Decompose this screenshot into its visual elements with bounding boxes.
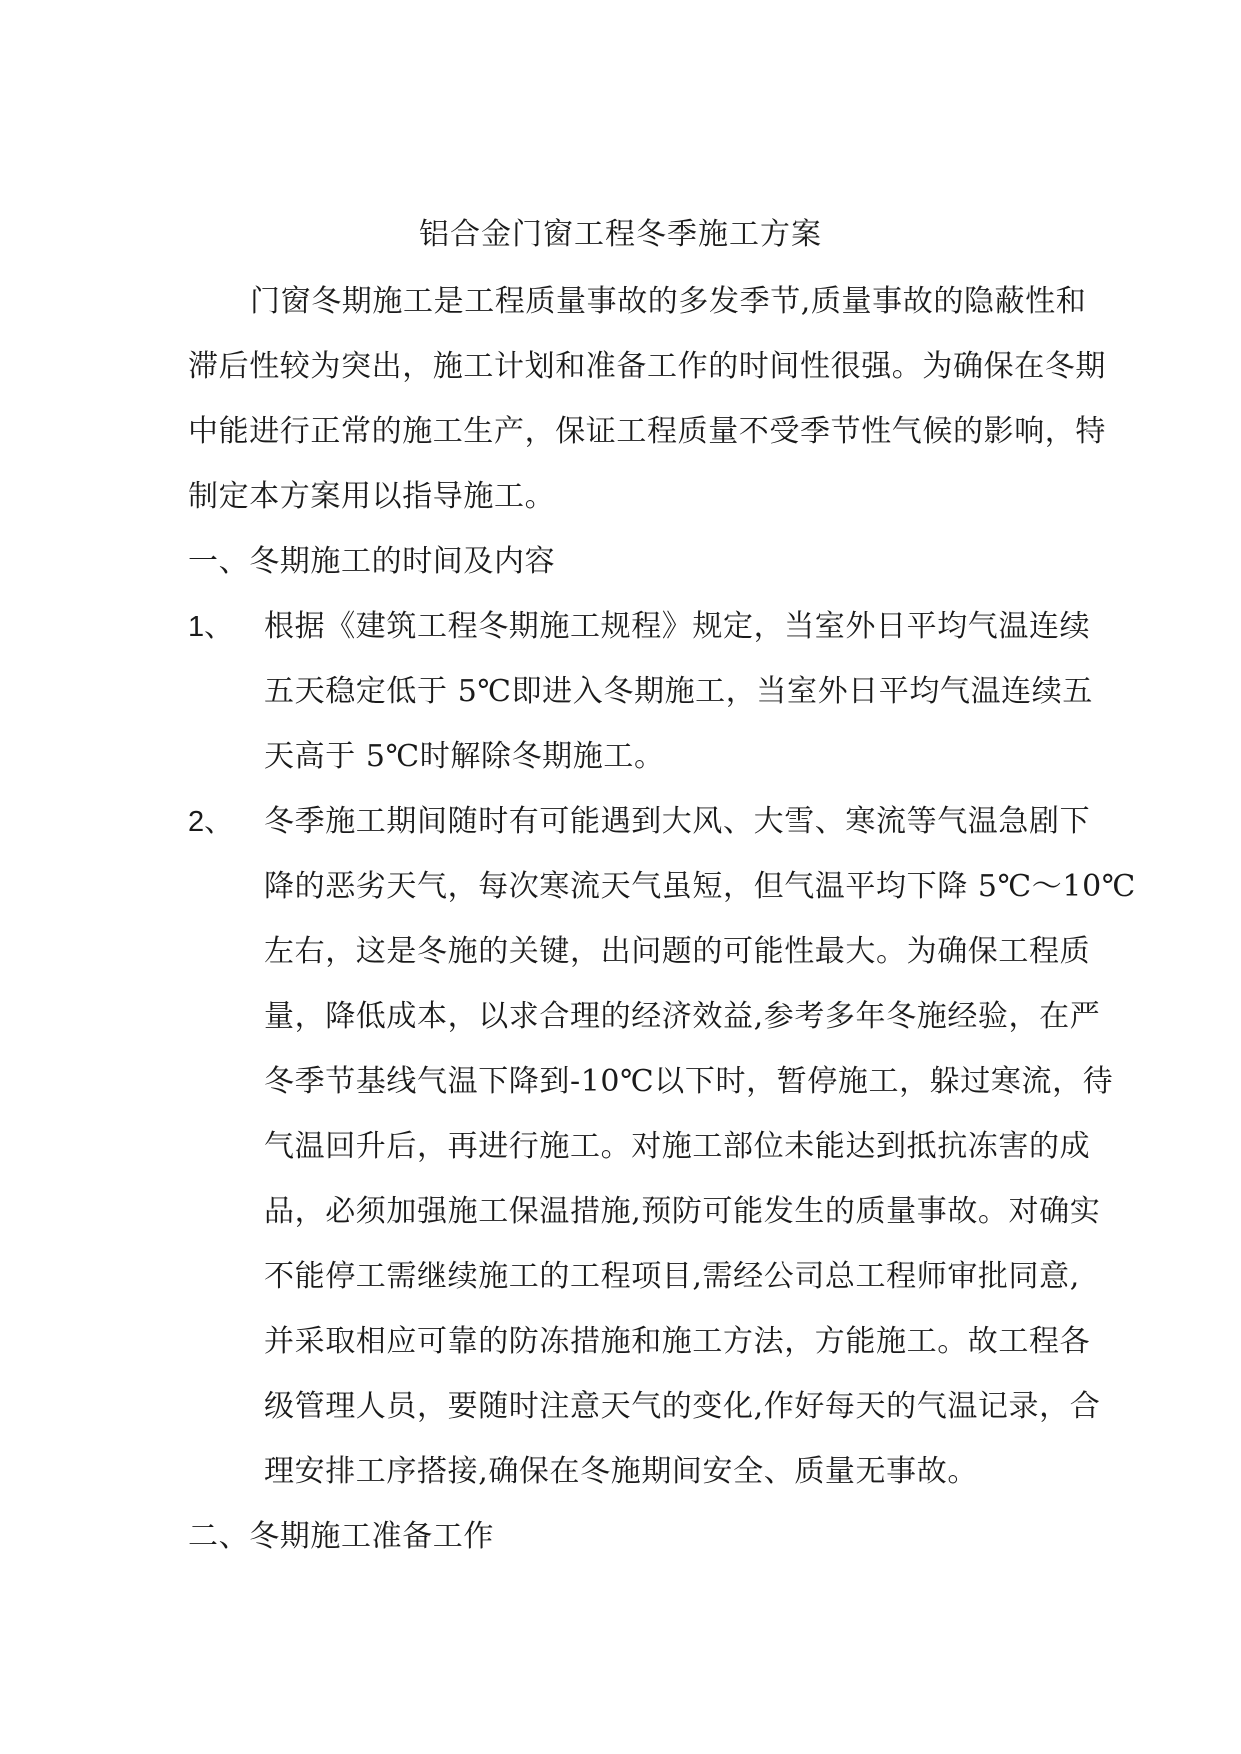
intro-line-2: 滞后性较为突出，施工计划和准备工作的时间性很强。为确保在冬期 [188,349,1106,384]
item-2-line-11: 理安排工序搭接,确保在冬施期间安全、质量无事故。 [264,1454,978,1489]
intro-line-4: 制定本方案用以指导施工。 [188,479,556,514]
item-2-line-2: 降的恶劣天气，每次寒流天气虽短，但气温平均下降 5℃～10℃ [264,869,1136,904]
item-2-line-5: 冬季节基线气温下降到-10℃以下时，暂停施工，躲过寒流，待 [264,1064,1114,1099]
item-2-line-7: 品，必须加强施工保温措施,预防可能发生的质量事故。对确实 [264,1194,1101,1229]
item-2-line-1: 冬季施工期间随时有可能遇到大风、大雪、寒流等气温急剧下 [264,804,1091,839]
item-2-line-8: 不能停工需继续施工的工程项目,需经公司总工程师审批同意, [264,1259,1080,1294]
item-1-line-1: 根据《建筑工程冬期施工规程》规定，当室外日平均气温连续 [264,609,1091,644]
item-2-line-3: 左右，这是冬施的关键，出问题的可能性最大。为确保工程质 [264,934,1091,969]
intro-line-3: 中能进行正常的施工生产，保证工程质量不受季节性气候的影响，特 [188,414,1106,449]
item-2-number: 2、 [188,806,234,838]
document-title: 铝合金门窗工程冬季施工方案 [419,217,822,252]
item-1-line-2: 五天稳定低于 5℃即进入冬期施工，当室外日平均气温连续五 [264,674,1093,709]
item-1-number: 1、 [188,611,234,643]
item-1-line-3: 天高于 5℃时解除冬期施工。 [264,739,665,774]
item-2-line-9: 并采取相应可靠的防冻措施和施工方法，方能施工。故工程各 [264,1324,1091,1359]
section-2-heading: 二、冬期施工准备工作 [188,1519,494,1554]
intro-line-1: 门窗冬期施工是工程质量事故的多发季节,质量事故的隐蔽性和 [250,284,1087,319]
item-2-line-4: 量，降低成本，以求合理的经济效益,参考多年冬施经验，在严 [264,999,1101,1034]
item-2-line-6: 气温回升后，再进行施工。对施工部位未能达到抵抗冻害的成 [264,1129,1091,1164]
section-1-heading: 一、冬期施工的时间及内容 [188,544,556,579]
item-2-line-10: 级管理人员，要随时注意天气的变化,作好每天的气温记录，合 [264,1389,1101,1424]
